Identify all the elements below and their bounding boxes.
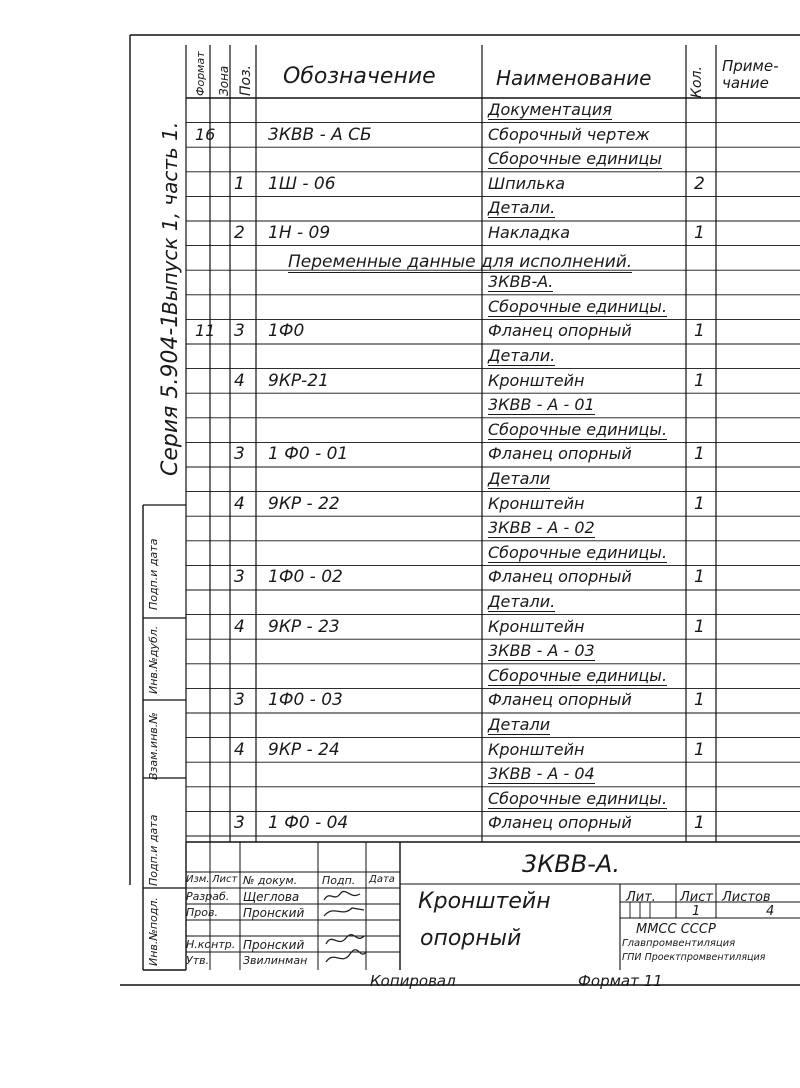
row-designation: 9КР - 23 <box>268 616 340 637</box>
row-name: Сборочные единицы. <box>488 296 668 316</box>
row-quantity: 1 <box>694 493 705 514</box>
row-quantity: 1 <box>694 739 705 760</box>
row-name: 3КВВ - А - 02 <box>488 518 595 538</box>
row-name: Сборочные единицы. <box>488 419 668 439</box>
row-name: 3КВВ - А - 03 <box>488 641 595 661</box>
row-designation: 9КР - 22 <box>268 493 340 514</box>
row-designation: 1Ф0 - 03 <box>268 690 343 711</box>
header-format: Формат <box>194 51 207 96</box>
series-label: Серия 5.904-1 <box>158 313 183 476</box>
tb-utv-label: Утв. <box>186 954 210 967</box>
stamp-podp-data-2: Подп.и дата <box>147 538 160 610</box>
row-name: Детали. <box>488 592 556 611</box>
product-name-line2: опорный <box>420 926 522 951</box>
tb-hdr-podp: Подп. <box>322 874 356 887</box>
header-oboznachenie: Обозначение <box>283 64 436 89</box>
row-position: 4 <box>234 370 245 391</box>
row-quantity: 2 <box>694 173 705 194</box>
header-poz: Поз. <box>238 65 254 96</box>
row-quantity: 1 <box>694 444 705 465</box>
tb-org-line2: Главпромвентиляция <box>622 938 736 949</box>
row-designation: 1Ш - 06 <box>268 173 336 194</box>
row-name: Фланец опорный <box>488 444 632 464</box>
header-naimenovanie: Наименование <box>496 66 652 90</box>
row-quantity: 1 <box>694 223 705 243</box>
row-designation: 1Ф0 <box>268 321 305 342</box>
product-name-line1: Кронштейн <box>418 889 551 914</box>
tb-listov-label: Листов <box>722 890 771 905</box>
row-position: 1 <box>234 173 245 194</box>
row-position: 4 <box>234 616 245 637</box>
row-name: Накладка <box>488 223 571 242</box>
row-name: Сборочные единицы. <box>488 665 668 685</box>
row-quantity: 1 <box>694 370 705 391</box>
row-position: 3 <box>234 321 245 342</box>
row-format: 16 <box>195 124 216 144</box>
designation: 3КВВ-А. <box>522 850 620 878</box>
variable-data-label: Переменные данные для исполнений. <box>288 252 633 272</box>
tb-list-value: 1 <box>692 904 701 919</box>
row-quantity: 1 <box>694 321 705 342</box>
tb-lit-label: Лит. <box>626 890 656 905</box>
row-name: 3КВВ - А - 04 <box>488 764 595 784</box>
row-quantity: 1 <box>694 813 705 834</box>
row-position: 3 <box>234 813 245 834</box>
row-name: Фланец опорный <box>488 813 632 833</box>
row-designation: 1Н - 09 <box>268 223 331 243</box>
row-name: Кронштейн <box>488 370 585 390</box>
tb-utv-name: Звилинман <box>243 954 308 967</box>
footer-copied: Копировал <box>370 972 456 990</box>
tb-org-line3: ГПИ Проектпромвентиляция <box>622 952 766 963</box>
tb-prov-name: Пронский <box>243 906 305 920</box>
signature-marks <box>320 888 370 972</box>
tb-prov-label: Пров. <box>186 906 218 919</box>
row-name: Фланец опорный <box>488 690 632 710</box>
row-name: Кронштейн <box>488 739 585 759</box>
header-kol: Кол. <box>689 66 705 98</box>
row-name: Детали <box>488 469 551 488</box>
row-format: 11 <box>195 321 216 341</box>
tb-razrab-name: Щеглова <box>243 890 300 904</box>
row-quantity: 1 <box>694 567 705 588</box>
row-designation: 3КВВ - А СБ <box>268 124 372 145</box>
row-name: Документация <box>488 100 612 119</box>
row-name: Кронштейн <box>488 493 585 513</box>
row-position: 2 <box>234 223 245 243</box>
header-zona: Зона <box>217 65 231 96</box>
tb-listov-value: 4 <box>766 904 775 919</box>
tb-hdr-dokum: № докум. <box>243 874 298 887</box>
tb-nkontr-name: Пронский <box>243 938 305 952</box>
row-position: 4 <box>234 739 245 760</box>
row-position: 3 <box>234 690 245 711</box>
row-name: Детали. <box>488 346 556 365</box>
stamp-inv-podl: Инв.№подл. <box>147 897 160 966</box>
header-primechanie: Приме- чание <box>722 57 779 92</box>
tb-nkontr-label: Н.контр. <box>186 938 236 951</box>
row-name: Сборочные единицы. <box>488 542 668 562</box>
row-name: Детали <box>488 715 551 734</box>
tb-razrab-label: Разраб. <box>186 890 230 903</box>
row-name: 3КВВ - А - 01 <box>488 395 595 415</box>
row-quantity: 1 <box>694 616 705 637</box>
row-designation: 9КР-21 <box>268 370 329 391</box>
row-position: 4 <box>234 493 245 514</box>
tb-list-label: Лист <box>680 890 713 905</box>
row-name: Сборочные единицы. <box>488 788 668 808</box>
tb-hdr-list: Лист <box>212 874 238 885</box>
tb-org-line1: ММСС СССР <box>636 922 716 937</box>
row-designation: 9КР - 24 <box>268 739 340 760</box>
row-name: 3КВВ-А. <box>488 272 554 292</box>
tb-hdr-izm: Изм. <box>186 874 210 885</box>
row-designation: 1 Ф0 - 04 <box>268 813 349 834</box>
tb-hdr-data: Дата <box>369 874 395 885</box>
row-position: 3 <box>234 567 245 588</box>
row-name: Фланец опорный <box>488 321 632 341</box>
row-name: Фланец опорный <box>488 567 632 587</box>
row-name: Сборочные единицы <box>488 149 662 169</box>
row-quantity: 1 <box>694 690 705 711</box>
stamp-podp-data-1: Подп.и дата <box>147 814 160 886</box>
row-name: Детали. <box>488 198 556 218</box>
row-name: Кронштейн <box>488 616 585 636</box>
row-designation: 1 Ф0 - 01 <box>268 444 349 465</box>
stamp-inv-dubl: Инв.№дубл. <box>147 625 160 694</box>
row-name: Шпилька <box>488 173 566 193</box>
row-name: Сборочный чертеж <box>488 124 650 144</box>
row-position: 3 <box>234 444 245 465</box>
stamp-vzam-inv: Взам.инв.№ <box>147 712 160 780</box>
row-designation: 1Ф0 - 02 <box>268 567 343 588</box>
issue-label: Выпуск 1, часть 1. <box>158 121 182 315</box>
footer-format: Формат 11 <box>578 972 663 990</box>
